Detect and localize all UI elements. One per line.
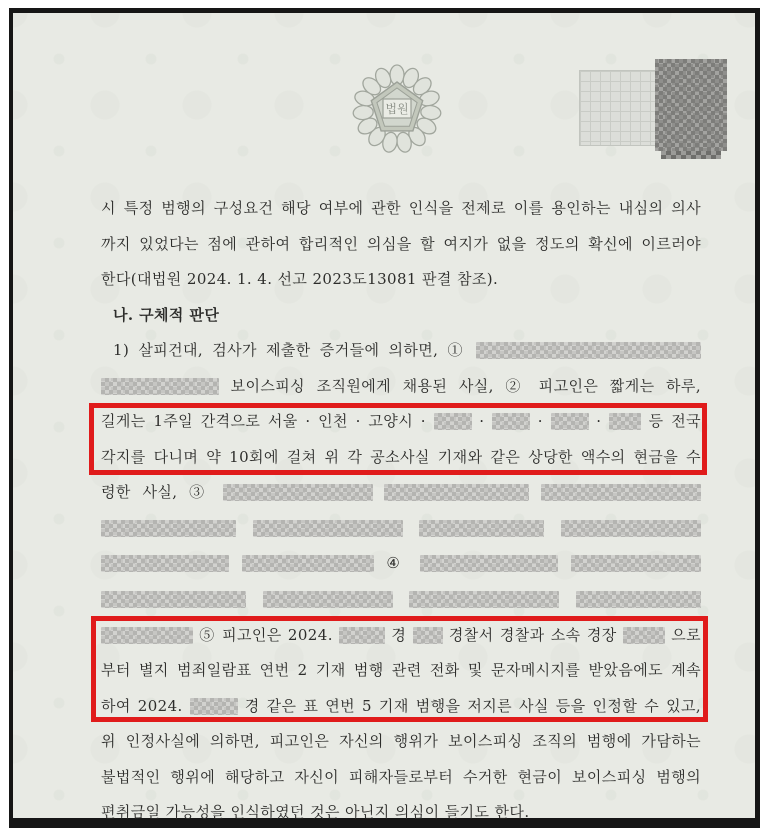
redacted-text: [623, 627, 665, 644]
text-segment: 까지 있었다는 점에 관하여 합리적인 의심을 할 여지가 없을 정도의 확신에 이르러야: [101, 234, 701, 253]
text-segment: 편취금일 가능성을 인식하였던 것은 아닌지 의심이 들기도 한다.: [101, 803, 530, 822]
text-segment: 한다(대법원 2024. 1. 4. 선고 2023도13081 판결 참조).: [101, 270, 499, 289]
text-line-4: [101, 298, 701, 334]
court-seal-icon: [349, 63, 445, 155]
redacted-text: [242, 555, 374, 572]
text-line-16: [101, 724, 701, 760]
text-segment: 경찰서 경찰과 소속 경장: [448, 625, 617, 644]
text-line-7: [101, 404, 701, 440]
redacted-text: [609, 413, 641, 430]
redacted-text: [223, 484, 373, 501]
redacted-text: [101, 555, 229, 572]
redacted-text: [576, 591, 701, 608]
redacted-text: [541, 484, 701, 501]
text-line-9: [101, 475, 701, 511]
text-segment: 경: [391, 625, 407, 644]
redacted-text: [190, 698, 238, 715]
redacted-text: [409, 591, 559, 608]
text-segment: ·: [479, 412, 485, 431]
redacted-text: [339, 627, 385, 644]
court-seal-label: 법원: [385, 102, 409, 116]
text-segment: 불법적인 행위에 해당하고 자신이 피해자들로부터 수거한 현금이 보이스피싱 범행의: [101, 767, 701, 786]
redacted-text: [420, 555, 558, 572]
redacted-text: [492, 413, 530, 430]
redacted-text: [101, 378, 219, 395]
redacted-text: [101, 627, 193, 644]
text-segment: 위 인정사실에 의하면, 피고인은 자신의 행위가 보이스피싱 조직의 범행에 가담하는: [101, 732, 701, 751]
text-segment: ⑤ 피고인은 2024.: [199, 625, 333, 644]
document-body: [101, 191, 701, 831]
text-line-10: [101, 511, 701, 547]
redacted-text: [419, 520, 544, 537]
redacted-text: [561, 520, 701, 537]
text-line-18: [101, 795, 701, 831]
text-segment: 부터 별지 범죄일람표 연번 2 기재 범행 관련 전화 및 문자메시지를 받았음에도 계속: [101, 661, 701, 680]
stamp-mosaic-strip: [661, 151, 721, 159]
text-line-12: [101, 582, 701, 618]
text-line-6: [101, 369, 701, 405]
redacted-text: [434, 413, 472, 430]
text-line-13: [101, 618, 701, 654]
text-segment: 길게는 1주일 간격으로 서울 · 인천 · 고양시 ·: [101, 412, 426, 431]
text-segment: 시 특정 범행의 구성요건 해당 여부에 관한 인식을 전제로 이를 용인하는 내심의 의사: [101, 199, 701, 217]
text-segment: 각지를 다니며 약 10회에 걸쳐 위 각 공소사실 기재와 같은 상당한 액수의 현금을 수: [101, 447, 701, 466]
text-line-5: [101, 333, 701, 369]
text-line-14: [101, 653, 701, 689]
text-line-2: [101, 227, 701, 263]
text-segment: 하여 2024.: [101, 696, 183, 715]
text-line-15: [101, 689, 701, 725]
redacted-text: [476, 342, 701, 359]
text-segment: ·: [537, 412, 543, 431]
text-line-8: [101, 440, 701, 476]
text-segment: 보이스피싱 조직원에게 채용된 사실, ② 피고인은 짧게는 하루,: [230, 376, 701, 395]
text-segment: ·: [596, 412, 602, 431]
page-frame: [9, 8, 760, 828]
text-segment: 으로: [671, 625, 701, 644]
redacted-text: [571, 555, 701, 572]
text-line-17: [101, 760, 701, 796]
text-segment: 령한 사실, ③: [101, 483, 211, 502]
redacted-text: [101, 520, 236, 537]
text-line-3: [101, 262, 701, 298]
redacted-text: [253, 520, 403, 537]
text-segment: 경 같은 표 연번 5 기재 범행을 저지른 사실 등을 인정할 수 있고,: [244, 696, 701, 715]
text-segment: ④: [386, 554, 408, 573]
text-line-11: [101, 546, 701, 582]
text-line-1: [101, 191, 701, 227]
stamp-grid-block: [579, 70, 659, 146]
redacted-text: [384, 484, 529, 501]
text-segment: 1) 살피건대, 검사가 제출한 증거들에 의하면, ①: [113, 341, 467, 360]
redacted-text: [551, 413, 589, 430]
redacted-text: [413, 627, 443, 644]
stamp-mosaic-block: [655, 59, 727, 151]
text-segment: 등 전국: [648, 412, 701, 431]
redacted-address-stamp: [579, 59, 729, 159]
text-segment: 나. 구체적 판단: [113, 305, 220, 324]
redacted-text: [101, 591, 246, 608]
redacted-text: [263, 591, 393, 608]
